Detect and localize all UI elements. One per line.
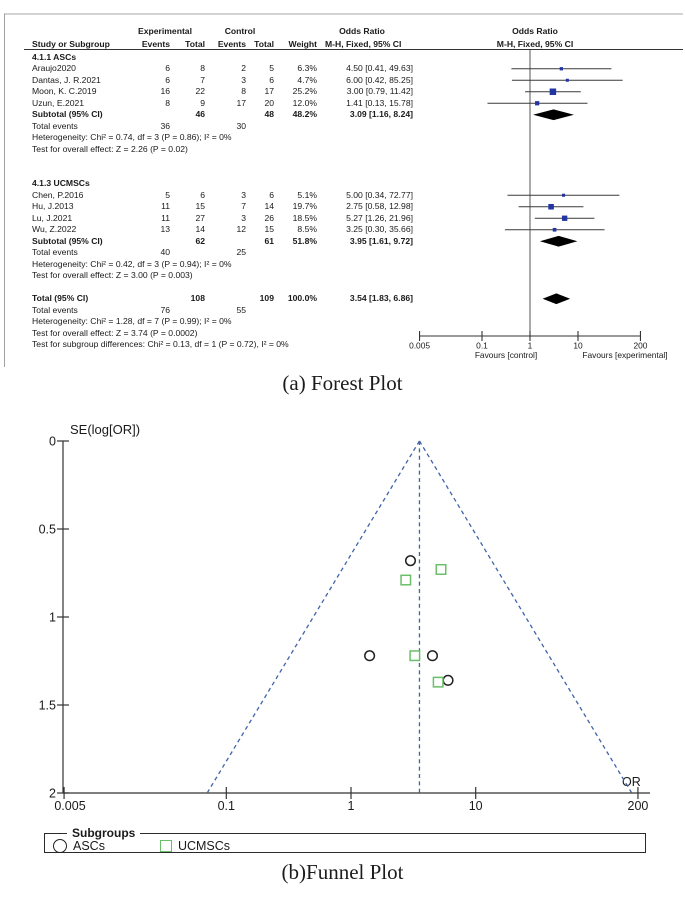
forest-cell-ct: 6 <box>269 189 274 200</box>
forest-cell-or: 2.75 [0.58, 12.98] <box>346 201 413 211</box>
forest-cell-ee: 40 <box>160 247 170 257</box>
forest-row-label: Test for overall effect: Z = 3.74 (P = 0.0002) <box>32 327 198 338</box>
forest-cell-or: 6.00 [0.42, 85.25] <box>346 74 413 85</box>
forest-cell-et: 6 <box>200 189 205 200</box>
forest-cell-or: 3.95 [1.61, 9.72] <box>349 235 413 246</box>
forest-study-row <box>0 190 685 202</box>
svg-text:0.1: 0.1 <box>217 799 235 813</box>
ascs-circle-icon <box>53 839 67 853</box>
forest-cell-ce: 2 <box>241 63 246 73</box>
svg-text:SE(log[OR]): SE(log[OR]) <box>70 422 141 437</box>
svg-text:0: 0 <box>49 434 56 449</box>
forest-row-label: Moon, K. C.2019 <box>32 86 97 96</box>
forest-cell-wt: 6.3% <box>297 63 317 73</box>
svg-text:200: 200 <box>627 799 649 813</box>
forest-study-row <box>0 213 685 225</box>
forest-header-method-graph: M-H, Fixed, 95% CI <box>496 38 574 49</box>
forest-row-label: Total (95% CI) <box>32 293 89 303</box>
forest-cell-et: 15 <box>195 201 205 211</box>
forest-note-row <box>0 339 685 351</box>
forest-cell-or: 3.09 [1.16, 8.24] <box>349 109 413 119</box>
legend-item-ucmscs <box>160 839 230 853</box>
forest-cell-ee: 76 <box>160 304 170 315</box>
forest-cell-ce: 12 <box>236 224 246 234</box>
forest-cell-et: 14 <box>195 224 205 234</box>
forest-study-row <box>0 63 685 75</box>
forest-row-label: Test for overall effect: Z = 3.00 (P = 0.003) <box>32 270 193 280</box>
forest-cell-wt: 19.7% <box>292 201 317 211</box>
forest-header-weight: Weight <box>288 38 317 49</box>
forest-cell-ee: 8 <box>165 97 170 108</box>
forest-cell-ce: 3 <box>241 74 246 85</box>
forest-cell-ce: 17 <box>236 97 246 108</box>
forest-cell-or: 5.00 [0.34, 72.77] <box>346 189 413 200</box>
forest-cell-wt: 100.0% <box>287 293 317 303</box>
forest-cell-et: 27 <box>195 212 205 223</box>
forest-row-label: Uzun, E.2021 <box>32 97 85 108</box>
forest-cell-ee: 5 <box>165 189 170 200</box>
forest-cell-ee: 6 <box>165 63 170 73</box>
forest-pooled-row <box>0 236 685 248</box>
forest-cell-ce: 25 <box>236 247 246 257</box>
forest-row-label: Heterogeneity: Chi² = 1.28, df = 7 (P = 0.99); I² = 0% <box>32 316 232 326</box>
forest-row-label: Total events <box>32 120 78 131</box>
forest-cell-et: 46 <box>195 109 205 119</box>
forest-row-label: Hu, J.2013 <box>32 201 74 211</box>
forest-cell-ct: 61 <box>264 235 274 246</box>
forest-row-label: Chen, P.2016 <box>32 189 84 200</box>
forest-header-ctrl-events: Events <box>217 38 246 49</box>
forest-header-experimental: Experimental <box>138 26 192 36</box>
forest-cell-wt: 48.2% <box>292 109 317 119</box>
legend-label-ascs: ASCs <box>73 839 105 853</box>
forest-study-row <box>0 98 685 110</box>
forest-subgroup-header <box>0 52 685 64</box>
forest-row-label: 4.1.3 UCMSCs <box>32 178 90 188</box>
forest-header-control: Control <box>224 26 256 36</box>
forest-total-events-row <box>0 121 685 133</box>
forest-note-row <box>0 316 685 328</box>
svg-text:1: 1 <box>347 799 355 813</box>
forest-cell-ce: 8 <box>241 86 246 96</box>
forest-cell-wt: 4.7% <box>297 74 317 85</box>
forest-cell-ce: 55 <box>236 304 246 315</box>
forest-cell-ee: 11 <box>161 201 170 211</box>
forest-study-row <box>0 86 685 98</box>
forest-header-method-text: M-H, Fixed, 95% CI <box>325 38 402 49</box>
forest-cell-ee: 13 <box>160 224 170 234</box>
forest-row-label: Test for overall effect: Z = 2.26 (P = 0.02) <box>32 143 188 154</box>
svg-text:OR: OR <box>622 775 641 789</box>
forest-cell-et: 62 <box>195 235 205 246</box>
forest-total-events-row <box>0 247 685 259</box>
forest-row-label: Subtotal (95% CI) <box>32 235 103 246</box>
svg-text:10: 10 <box>468 799 483 813</box>
forest-row-label: Lu, J.2021 <box>32 212 73 223</box>
forest-cell-or: 1.41 [0.13, 15.78] <box>346 97 413 108</box>
forest-study-row <box>0 224 685 236</box>
forest-study-row <box>0 75 685 87</box>
forest-total-events-row <box>0 305 685 317</box>
forest-row-label: Heterogeneity: Chi² = 0.74, df = 3 (P = 0.86); I² = 0% <box>32 132 232 142</box>
forest-cell-ct: 5 <box>269 63 274 73</box>
forest-note-row <box>0 144 685 156</box>
forest-row-label: Test for subgroup differences: Chi² = 0.13, df = 1 (P = 0.72), I² = 0% <box>32 339 289 349</box>
favours-control-label: Favours [control] <box>474 350 538 360</box>
svg-text:1: 1 <box>49 610 56 625</box>
ucmscs-square-icon <box>160 840 172 852</box>
forest-row-label: Subtotal (95% CI) <box>32 109 103 119</box>
forest-header-exp-events: Events <box>141 38 170 49</box>
forest-row-label: 4.1.1 ASCs <box>32 51 77 62</box>
forest-pooled-row <box>0 109 685 121</box>
forest-cell-or: 3.25 [0.30, 35.66] <box>346 224 413 234</box>
forest-note-row <box>0 328 685 340</box>
caption-funnel-plot: (b)Funnel Plot <box>281 860 404 884</box>
forest-cell-ct: 17 <box>264 86 274 96</box>
svg-text:0.1: 0.1 <box>476 340 488 351</box>
forest-cell-wt: 8.5% <box>297 224 317 234</box>
forest-header-odds-ratio-text: Odds Ratio <box>339 26 385 36</box>
forest-cell-wt: 18.5% <box>292 212 317 223</box>
forest-study-row <box>0 201 685 213</box>
forest-row-label: Araujo2020 <box>32 63 76 73</box>
forest-note-row <box>0 132 685 144</box>
forest-cell-et: 108 <box>190 293 205 303</box>
forest-subgroup-header <box>0 178 685 190</box>
forest-cell-ct: 14 <box>264 201 274 211</box>
forest-header-study: Study or Subgroup <box>32 38 110 49</box>
forest-cell-ce: 7 <box>241 201 246 211</box>
forest-cell-wt: 5.1% <box>297 189 317 200</box>
forest-cell-ee: 16 <box>160 86 170 96</box>
forest-cell-or: 4.50 [0.41, 49.63] <box>346 63 413 73</box>
forest-cell-ee: 36 <box>160 120 170 131</box>
forest-cell-ct: 48 <box>264 109 274 119</box>
forest-note-row <box>0 259 685 271</box>
forest-cell-or: 5.27 [1.26, 21.96] <box>346 212 413 223</box>
forest-cell-wt: 51.8% <box>292 235 317 246</box>
forest-cell-ce: 30 <box>236 120 246 131</box>
forest-cell-ct: 6 <box>269 74 274 85</box>
svg-text:0.5: 0.5 <box>38 522 56 537</box>
forest-cell-wt: 25.2% <box>292 86 317 96</box>
svg-text:2: 2 <box>49 786 56 801</box>
svg-text:1: 1 <box>527 340 533 351</box>
favours-experimental-label: Favours [experimental] <box>582 350 668 360</box>
legend-item-ascs <box>53 839 105 853</box>
forest-row-label: Wu, Z.2022 <box>32 224 77 234</box>
svg-text:0.005: 0.005 <box>409 340 431 351</box>
forest-cell-wt: 12.0% <box>292 97 317 108</box>
caption-forest-plot: (a) Forest Plot <box>282 371 403 395</box>
forest-header-odds-ratio-graph: Odds Ratio <box>512 26 558 36</box>
forest-cell-ct: 15 <box>264 224 274 234</box>
forest-cell-or: 3.54 [1.83, 6.86] <box>349 293 413 303</box>
forest-cell-ct: 109 <box>259 293 274 303</box>
forest-row-label: Heterogeneity: Chi² = 0.42, df = 3 (P = 0.94); I² = 0% <box>32 258 232 269</box>
forest-cell-ct: 26 <box>264 212 274 223</box>
svg-text:0.005: 0.005 <box>54 799 86 813</box>
forest-row-label: Dantas, J. R.2021 <box>32 74 101 85</box>
forest-cell-et: 8 <box>200 63 205 73</box>
svg-text:1.5: 1.5 <box>38 698 56 713</box>
forest-note-row <box>0 270 685 282</box>
forest-cell-or: 3.00 [0.79, 11.42] <box>346 86 413 96</box>
legend-label-ucmscs: UCMSCs <box>177 839 231 853</box>
forest-cell-ee: 11 <box>161 212 170 223</box>
forest-cell-ce: 3 <box>241 212 246 223</box>
funnel-legend-title: Subgroups <box>72 826 136 840</box>
forest-header-exp-total: Total <box>185 38 205 49</box>
svg-text:200: 200 <box>633 340 648 351</box>
forest-row-label: Total events <box>32 247 78 257</box>
forest-cell-et: 7 <box>200 74 205 85</box>
forest-cell-et: 9 <box>200 97 205 108</box>
forest-cell-et: 22 <box>195 86 205 96</box>
svg-text:10: 10 <box>573 340 583 351</box>
forest-pooled-row <box>0 293 685 305</box>
forest-cell-ct: 20 <box>264 97 274 108</box>
funnel-legend <box>44 826 646 853</box>
forest-cell-ee: 6 <box>165 74 170 85</box>
forest-cell-ce: 3 <box>241 189 246 200</box>
forest-header-ctrl-total: Total <box>254 38 274 49</box>
forest-row-label: Total events <box>32 304 78 315</box>
